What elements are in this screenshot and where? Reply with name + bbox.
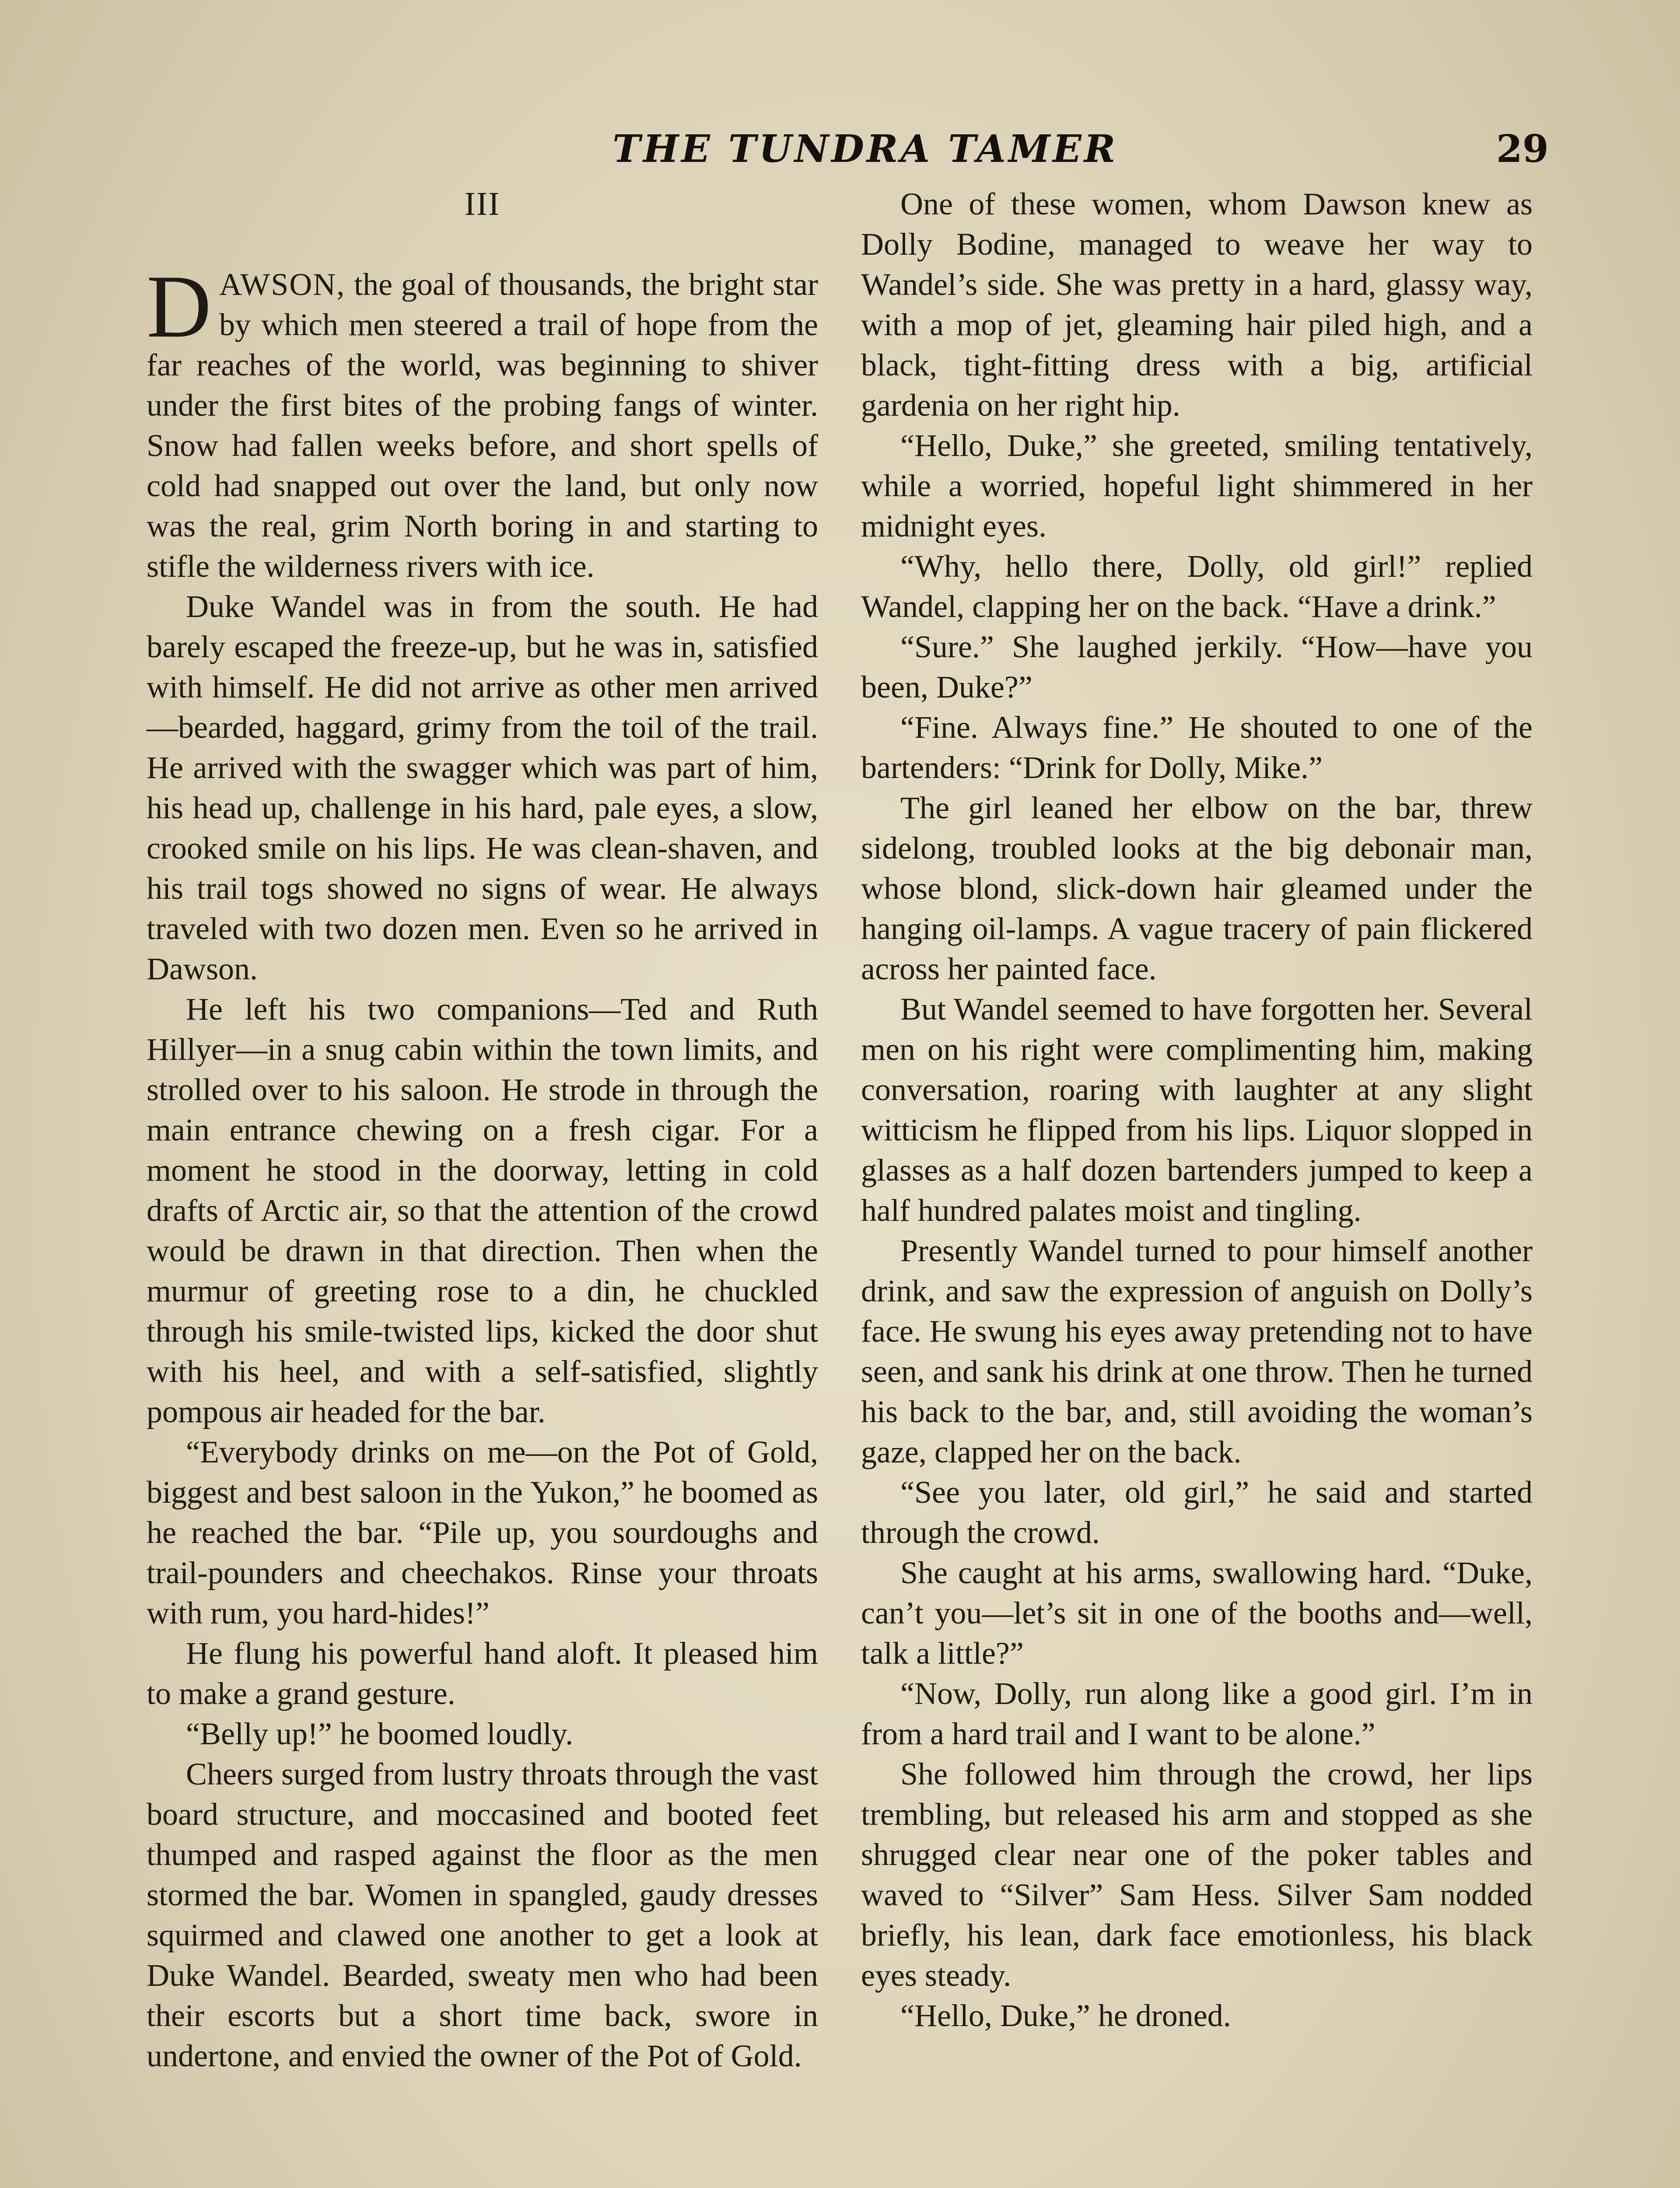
lead-word: AWSON, — [219, 267, 346, 302]
body-paragraph: “Everybody drinks on me—on the Pot of Gold, biggest and best saloon in the Yukon,” he boomed as he reached the bar. “Pile up, you sourdoughs and trail-pounders and cheechakos. Rinse your throats with rum, you hard-hides!” — [147, 1434, 818, 1630]
body-paragraph: “Sure.” She laughed jerkily. “How—have you been, Duke?” — [861, 629, 1533, 705]
left-column — [147, 184, 818, 2076]
running-head — [0, 127, 1680, 184]
body-paragraph: One of these women, whom Dawson knew as Dolly Bodine, managed to weave her way to Wandel’s side. She was pretty in a hard, glassy way, with a mop of jet, gleaming hair piled high, and a black, tight-fitting dress with a big, artificial gardenia on her right hip. — [861, 186, 1533, 423]
body-paragraph: She caught at his arms, swallowing hard. “Duke, can’t you—let’s sit in one of the booths and—well, talk a little?” — [861, 1555, 1533, 1671]
page-number: 29 — [1496, 127, 1549, 171]
body-paragraph: “Why, hello there, Dolly, old girl!” replied Wandel, clapping her on the back. “Have a drink.” — [861, 549, 1533, 624]
drop-cap: D — [147, 257, 212, 356]
body-paragraph: She followed him through the crowd, her lips trembling, but released his arm and stopped as she shrugged clear near one of the poker tables and waved to “Silver” Sam Hess. Silver Sam nodded briefly, his lean, dark face emotionless, his black eyes steady. — [861, 1757, 1533, 1993]
lead-text: the goal of thousands, the bright star by which men steered a trail of hope from the far reaches of the world, was beginning to shiver under the first bites of the probing fangs of winter. Snow had fallen weeks before, and short spells of cold had snapped out over the land, but only now was the real, grim North boring in and starting to stifle the wilderness rivers with ice. — [147, 267, 818, 584]
body-paragraph: Presently Wandel turned to pour himself another drink, and saw the expression of anguish on Dolly’s face. He swung his eyes away pretending not to have seen, and sank his drink at one throw. Then he turned his back to the bar, and, still avoiding the woman’s gaze, clapped her on the back. — [861, 1233, 1533, 1469]
body-paragraph: “Fine. Always fine.” He shouted to one of the bartenders: “Drink for Dolly, Mike.” — [861, 710, 1533, 785]
body-paragraph: Duke Wandel was in from the south. He had barely escaped the freeze-up, but he was in, satisfied with himself. He did not arrive as other men arrived—bearded, haggard, grimy from the toil of the trail. He arrived with the swagger which was part of him, his head up, challenge in his hard, pale eyes, a slow, crooked smile on his lips. He was clean-shaven, and his trail togs showed no signs of wear. He always traveled with two dozen men. Even so he arrived in Dawson. — [147, 589, 818, 986]
body-paragraph: The girl leaned her elbow on the bar, threw sidelong, troubled looks at the big debonair man, whose blond, slick-down hair gleamed under the hanging oil-lamps. A vague tracery of pain flickered across her painted face. — [861, 790, 1533, 986]
body-paragraph: He left his two companions—Ted and Ruth Hillyer—in a snug cabin within the town limits, and strolled over to his saloon. He strode in through the main entrance chewing on a fresh cigar. For a moment he stood in the doorway, letting in cold drafts of Arctic air, so that the attention of the crowd would be drawn in that direction. Then when the murmur of greeting rose to a din, he chuckled through his smile-twisted lips, kicked the door shut with his heel, and with a self-satisfied, slightly pompous air headed for the bar. — [147, 992, 818, 1429]
body-paragraph: Cheers surged from lustry throats through the vast board structure, and moccasined and booted feet thumped and rasped against the floor as the men stormed the bar. Women in spangled, gaudy dresses squirmed and clawed one another to get a look at Duke Wandel. Bearded, sweaty men who had been their escorts but a short time back, swore in undertone, and envied the owner of the Pot of Gold. — [147, 1757, 818, 2073]
opening-paragraph — [147, 257, 818, 586]
body-paragraph: “Hello, Duke,” she greeted, smiling tentatively, while a worried, hopeful light shimmered in her midnight eyes. — [861, 428, 1533, 543]
body-paragraph: He flung his powerful hand aloft. It pleased him to make a grand gesture. — [147, 1636, 818, 1711]
right-column — [861, 184, 1533, 2036]
body-paragraph: But Wandel seemed to have forgotten her. Several men on his right were complimenting him, making conversation, roaring with laughter at any slight witticism he flipped from his lips. Liquor slopped in glasses as a half dozen bartenders jumped to keep a half hundred palates moist and tingling. — [861, 992, 1533, 1228]
body-paragraph: “Now, Dolly, run along like a good girl. I’m in from a hard trail and I want to be alone.” — [861, 1676, 1533, 1751]
body-paragraph: “See you later, old girl,” he said and started through the crowd. — [861, 1475, 1533, 1550]
section-heading: III — [464, 186, 500, 222]
body-paragraph: “Hello, Duke,” he droned. — [900, 1998, 1231, 2033]
body-paragraph: “Belly up!” he boomed loudly. — [186, 1716, 574, 1751]
running-title: THE TUNDRA TAMER — [612, 127, 1118, 171]
